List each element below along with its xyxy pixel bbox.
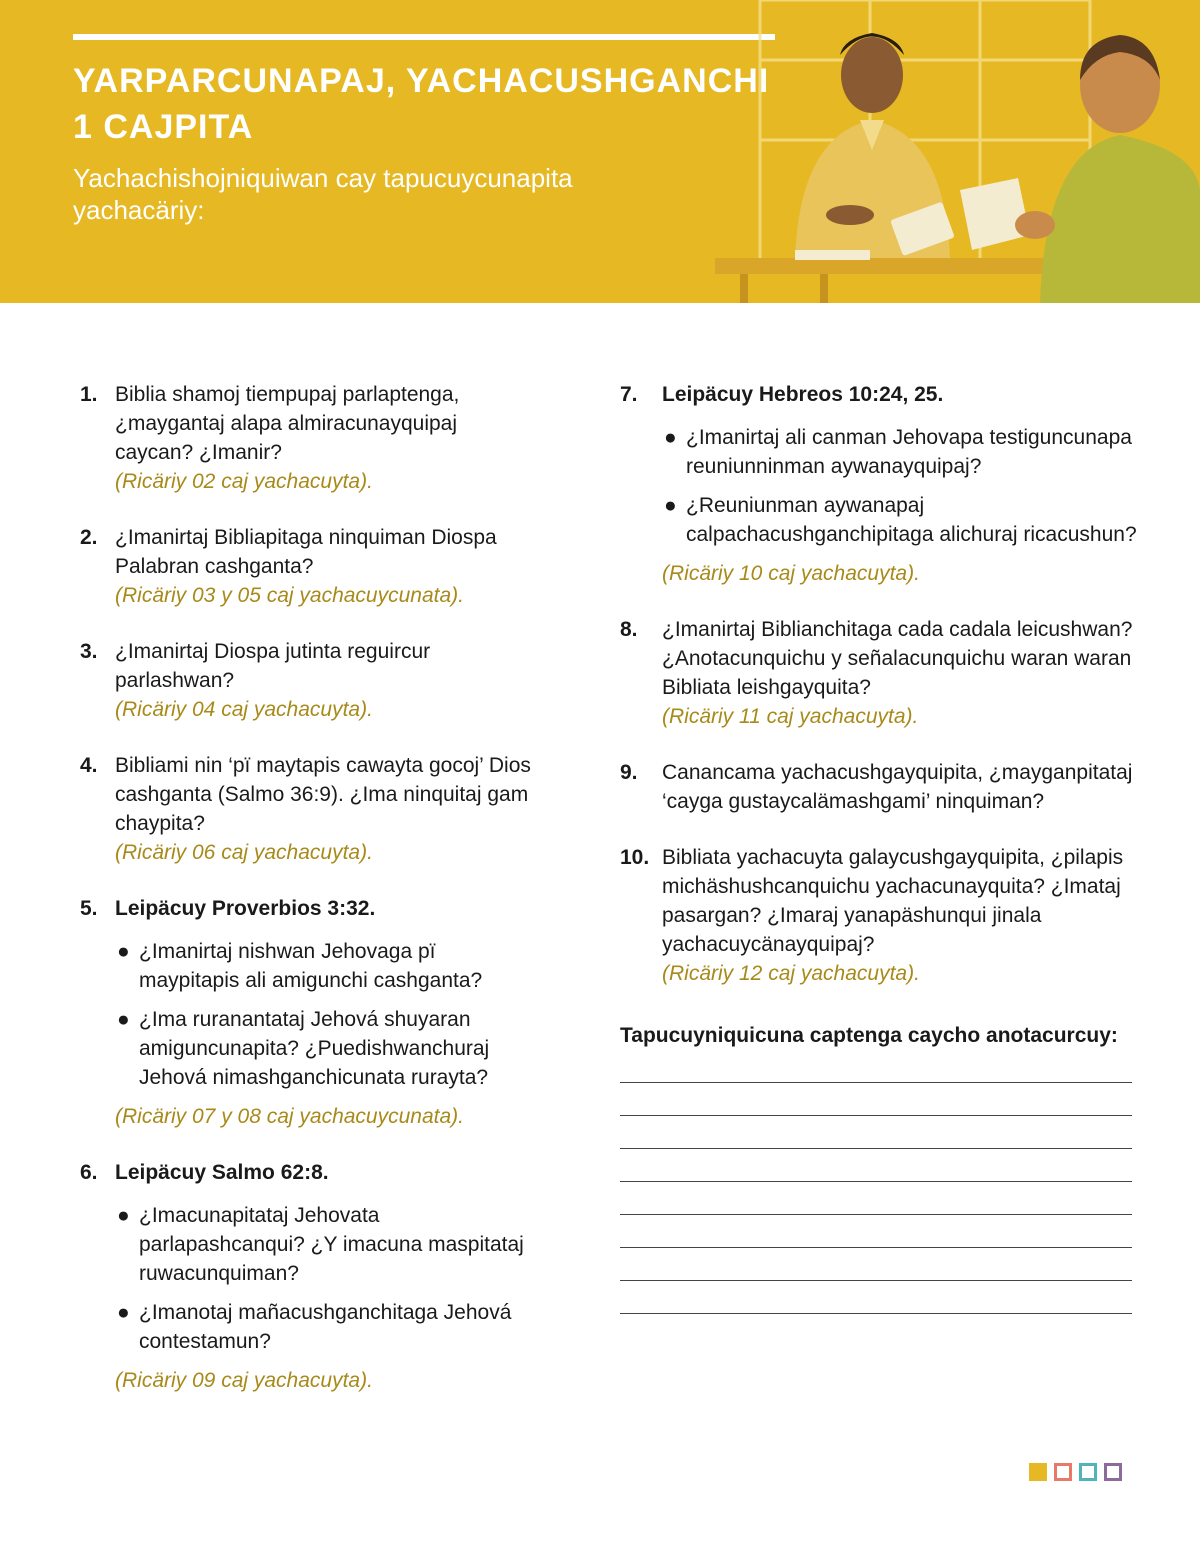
question-reference: (Ricäriy 02 caj yachacuyta).	[115, 470, 373, 493]
question-text: Bibliami nin ‘pï maytapis cawayta gocoj’ Dios cashganta (Salmo 36:9). ¿Ima ninquitaj gam chaypita?	[115, 754, 531, 835]
question-text: Canancama yachacushgayquipita, ¿mayganpitataj ‘cayga gustaycalämashgami’ ninquiman?	[662, 761, 1133, 813]
question-3	[80, 637, 540, 724]
question-10	[620, 843, 1140, 988]
question-reference: (Ricäriy 10 caj yachacuyta).	[662, 562, 920, 585]
bullet-dot-icon: ●	[664, 426, 677, 449]
question-text: ¿Imanirtaj Diospa jutinta reguircur parlashwan?	[115, 640, 431, 692]
question-reference: (Ricäriy 04 caj yachacuyta).	[115, 698, 373, 721]
questions-right-column	[620, 380, 1140, 1314]
question-heading: Leipäcuy Salmo 62:8.	[115, 1161, 329, 1184]
question-heading: Leipäcuy Hebreos 10:24, 25.	[662, 383, 944, 406]
question-number: 10.	[620, 846, 650, 869]
question-text: ¿Imanirtaj Bibliapitaga ninquiman Diospa Palabran cashganta?	[115, 526, 497, 578]
square-filled-icon	[1029, 1463, 1047, 1481]
question-text: Bibliata yachacuyta galaycushgayquipita, ¿pilapis michäshushcanquichu yachacunayquita? ¿Imataj pasargan? ¿Imaraj yanapäshunqui jinala yachacuycänayquipaj?	[662, 846, 1124, 956]
notes-title: Tapucuyniquicuna captenga caycho anotacurcuy:	[620, 1024, 1118, 1047]
bullet-dot-icon: ●	[664, 494, 677, 517]
title-line-1: YARPARCUNAPAJ, YACHACUSHGANCHI	[73, 62, 770, 100]
page-subtitle: Yachachishojniquiwan cay tapucuycunapita yachacäriy:	[73, 163, 573, 225]
questions-left-column	[80, 380, 540, 1395]
bullet-text: ¿Imanirtaj ali canman Jehovapa testiguncunapa reuniunninman aywanayquipaj?	[686, 426, 1132, 478]
question-text: ¿Imanirtaj Biblianchitaga cada cadala leicushwan? ¿Anotacunquichu y señalacunquichu waran waran Bibliata leishgayquita?	[662, 618, 1133, 699]
question-reference: (Ricäriy 09 caj yachacuyta).	[115, 1369, 373, 1392]
question-2	[80, 523, 540, 610]
question-9	[620, 758, 1140, 816]
header-banner	[0, 0, 1200, 303]
bullet-item	[664, 491, 1140, 549]
question-6	[80, 1158, 540, 1395]
note-line[interactable]	[620, 1115, 1132, 1116]
page-title	[73, 58, 793, 150]
square-outline-icon	[1079, 1463, 1097, 1481]
question-number: 6.	[80, 1161, 98, 1184]
question-number: 1.	[80, 383, 98, 406]
question-bullets	[115, 937, 540, 1092]
bullet-text: ¿Imanotaj mañacushganchitaga Jehová contestamun?	[139, 1301, 512, 1353]
question-5	[80, 894, 540, 1131]
color-squares-decoration	[1029, 1463, 1122, 1481]
bullet-dot-icon: ●	[117, 1204, 130, 1227]
question-4	[80, 751, 540, 867]
question-1	[80, 380, 540, 496]
question-reference: (Ricäriy 06 caj yachacuyta).	[115, 841, 373, 864]
note-line[interactable]	[620, 1148, 1132, 1149]
question-7	[620, 380, 1140, 588]
note-line[interactable]	[620, 1214, 1132, 1215]
title-line-2: 1 CAJPITA	[73, 108, 254, 146]
square-outline-icon	[1104, 1463, 1122, 1481]
question-reference: (Ricäriy 11 caj yachacuyta).	[662, 705, 919, 728]
note-line[interactable]	[620, 1247, 1132, 1248]
notes-lines	[620, 1082, 1140, 1314]
square-outline-icon	[1054, 1463, 1072, 1481]
bullet-text: ¿Ima ruranantataj Jehová shuyaran amiguncunapita? ¿Puedishwanchuraj Jehová nimashganchicunata rurayta?	[139, 1008, 490, 1089]
question-reference: (Ricäriy 07 y 08 caj yachacuycunata).	[115, 1105, 464, 1128]
note-line[interactable]	[620, 1082, 1132, 1083]
question-8	[620, 615, 1140, 731]
notes-section	[620, 1021, 1140, 1314]
bullet-item	[117, 1201, 540, 1288]
note-line[interactable]	[620, 1280, 1132, 1281]
bullet-dot-icon: ●	[117, 1301, 130, 1324]
bullet-item	[664, 423, 1140, 481]
bullet-item	[117, 937, 540, 995]
question-number: 5.	[80, 897, 98, 920]
note-line[interactable]	[620, 1313, 1132, 1314]
bullet-item	[117, 1298, 540, 1356]
question-bullets	[662, 423, 1140, 549]
note-line[interactable]	[620, 1181, 1132, 1182]
question-number: 3.	[80, 640, 98, 663]
bullet-dot-icon: ●	[117, 940, 130, 963]
bullet-text: ¿Imacunapitataj Jehovata parlapashcanqui? ¿Y imacuna maspitataj ruwacunquiman?	[139, 1204, 524, 1285]
bullet-item	[117, 1005, 540, 1092]
bullet-text: ¿Imanirtaj nishwan Jehovaga pï maypitapis ali amigunchi cashganta?	[139, 940, 483, 992]
question-number: 4.	[80, 754, 98, 777]
bullet-dot-icon: ●	[117, 1008, 130, 1031]
question-number: 2.	[80, 526, 98, 549]
question-bullets	[115, 1201, 540, 1356]
question-number: 7.	[620, 383, 638, 406]
question-reference: (Ricäriy 12 caj yachacuyta).	[662, 962, 920, 985]
question-number: 8.	[620, 618, 638, 641]
bullet-text: ¿Reuniunman aywanapaj calpachacushganchipitaga alichuraj ricacushun?	[686, 494, 1137, 546]
study-illustration	[700, 0, 1200, 303]
header-rule	[73, 34, 775, 40]
question-heading: Leipäcuy Proverbios 3:32.	[115, 897, 376, 920]
question-number: 9.	[620, 761, 638, 784]
question-text: Biblia shamoj tiempupaj parlaptenga, ¿maygantaj alapa almiracunayquipaj caycan? ¿Imanir?	[115, 383, 460, 464]
question-reference: (Ricäriy 03 y 05 caj yachacuycunata).	[115, 584, 464, 607]
